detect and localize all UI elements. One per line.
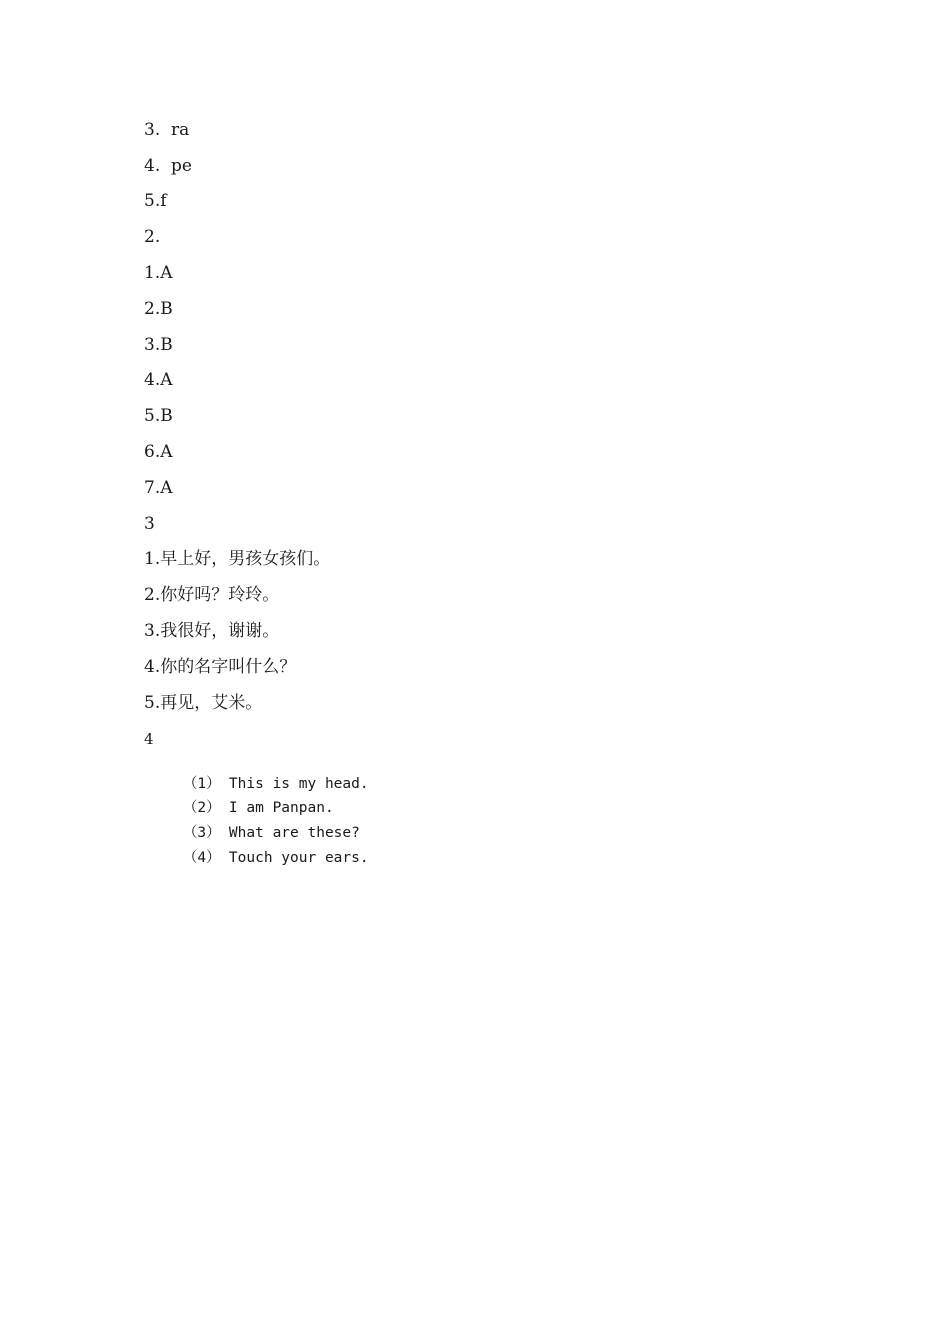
item-number: （1） [182,776,221,792]
answer-line: 3.我很好，谢谢。 [144,621,280,641]
answer-line: 1.A [144,263,173,283]
answer-line: 4. pe [144,156,192,176]
answer-line: 5.B [144,406,173,426]
answer-line: 3. ra [144,120,190,140]
answer-line: 3.B [144,335,173,355]
item-text: What are these? [228,825,360,841]
answer-line: 7.A [144,478,173,498]
section-heading: 3 [144,514,155,534]
answer-line: 6.A [144,442,173,462]
item-number: （3） [182,825,221,841]
item-number: （4） [182,850,221,866]
answer-line: 2.B [144,299,173,319]
answer-line: 4.你的名字叫什么？ [144,657,297,677]
answer-line [148,828,369,888]
answer-line: 1.早上好，男孩女孩们。 [144,549,331,569]
section-heading: 4 [144,730,154,748]
answer-line: 4.A [144,370,173,390]
answer-line: 5.f [144,191,167,211]
item-text: This is my head. [228,776,369,792]
item-text: I am Panpan. [228,800,334,816]
section-heading: 2. [144,227,161,247]
item-text: Touch your ears. [228,850,369,866]
answer-line: 2.你好吗？玲玲。 [144,585,280,605]
answer-line: 5.再见，艾米。 [144,693,263,713]
item-number: （2） [182,800,221,816]
